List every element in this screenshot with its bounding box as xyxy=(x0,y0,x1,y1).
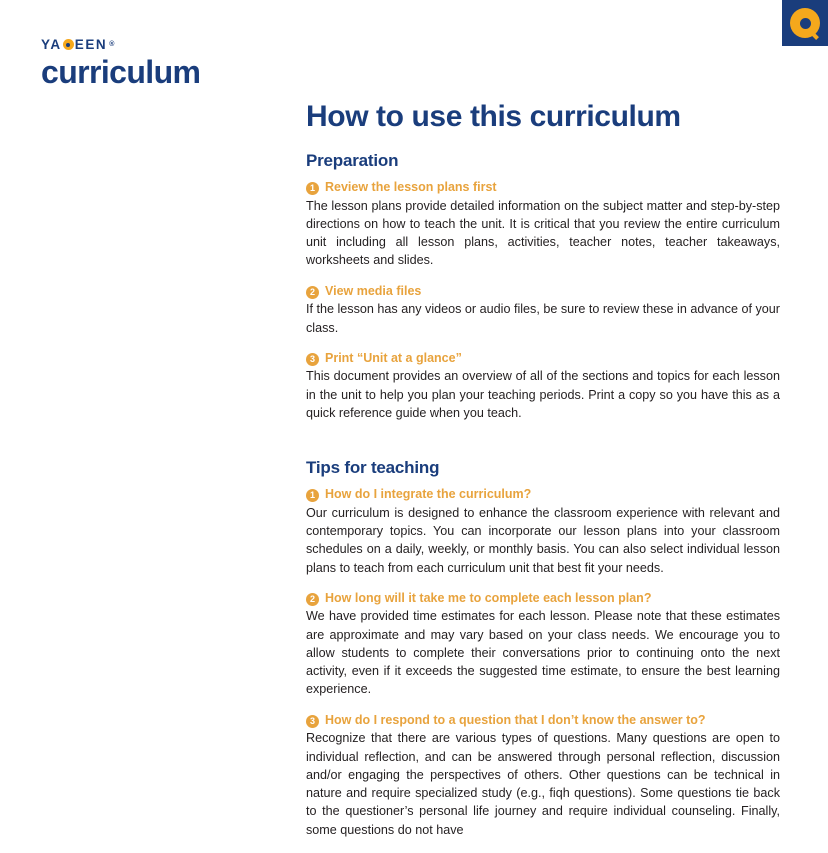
yaqeen-mark-icon xyxy=(790,8,820,38)
item-number-badge: 3 xyxy=(306,353,319,366)
page-title: How to use this curriculum xyxy=(306,100,681,133)
item-body: If the lesson has any videos or audio files, be sure to review these in advance of your class. xyxy=(306,302,780,335)
item-title: How long will it take me to complete each lesson plan? xyxy=(325,590,652,605)
item-body: We have provided time estimates for each lesson. Please note that these estimates are approximate and may vary based on your class needs. We encourage you to allow students to complete their conversations prior to continuing onto the next activity, even if it exceeds the suggested time estimate, to ensure the best learning experience. xyxy=(306,609,780,697)
item-body: Recognize that there are various types of questions. Many questions are open to individual reflection, and can be answered through personal reflection, discussion and/or engaging the perspectives of others. Other questions can be technical in nature and require specialized study (e.g., fiqh questions). Some questions tie back to the questioner’s personal life journey and require individual counseling. Finally, some questions do not have xyxy=(306,731,780,837)
list-item xyxy=(306,487,780,577)
item-header xyxy=(306,591,780,607)
document-content xyxy=(306,100,780,853)
brand-wordmark-left: YA xyxy=(41,37,62,52)
item-body: This document provides an overview of all of the sections and topics for each lesson in the unit to help you plan your teaching periods. Print a copy so you have this as a quick reference guide when you teach. xyxy=(306,369,780,420)
list-item xyxy=(306,591,780,699)
brand-wordmark xyxy=(41,38,271,52)
item-header xyxy=(306,713,780,729)
item-header xyxy=(306,284,780,300)
item-title: How do I respond to a question that I don’t know the answer to? xyxy=(325,712,706,727)
item-header xyxy=(306,351,780,367)
item-title: View media files xyxy=(325,283,422,298)
item-number-badge: 1 xyxy=(306,489,319,502)
item-title: How do I integrate the curriculum? xyxy=(325,487,532,502)
list-item xyxy=(306,180,780,270)
brand-wordmark-right: EEN xyxy=(74,37,108,52)
section-heading-preparation: Preparation xyxy=(306,151,399,170)
brand-dot-icon xyxy=(63,39,74,50)
yaqeen-logo-badge xyxy=(782,0,828,46)
list-item xyxy=(306,351,780,422)
item-header xyxy=(306,487,780,503)
item-header xyxy=(306,180,780,196)
item-number-badge: 2 xyxy=(306,593,319,606)
item-body: The lesson plans provide detailed information on the subject matter and step-by-step directions on how to teach the unit. It is critical that you review the entire curriculum unit including all lesson plans, activities, teacher notes, teacher takeaways, worksheets and slides. xyxy=(306,198,780,268)
section-heading-tips: Tips for teaching xyxy=(306,458,440,478)
item-number-badge: 3 xyxy=(306,715,319,728)
brand-block xyxy=(41,38,271,89)
brand-registered-mark: ® xyxy=(109,41,115,49)
list-item xyxy=(306,713,780,839)
list-item xyxy=(306,284,780,337)
item-number-badge: 2 xyxy=(306,286,319,299)
item-number-badge: 1 xyxy=(306,182,319,195)
item-title: Review the lesson plans first xyxy=(325,180,497,194)
brand-title: curriculum xyxy=(41,53,201,90)
item-body: Our curriculum is designed to enhance the classroom experience with relevant and contemporary topics. You can incorporate our lesson plans into your classroom schedules on a daily, weekly, or monthly basis. You can also select individual lesson plans to teach from each curriculum unit that best fit your needs. xyxy=(306,505,780,575)
item-title: Print “Unit at a glance” xyxy=(325,350,462,365)
section-spacer xyxy=(306,436,780,458)
